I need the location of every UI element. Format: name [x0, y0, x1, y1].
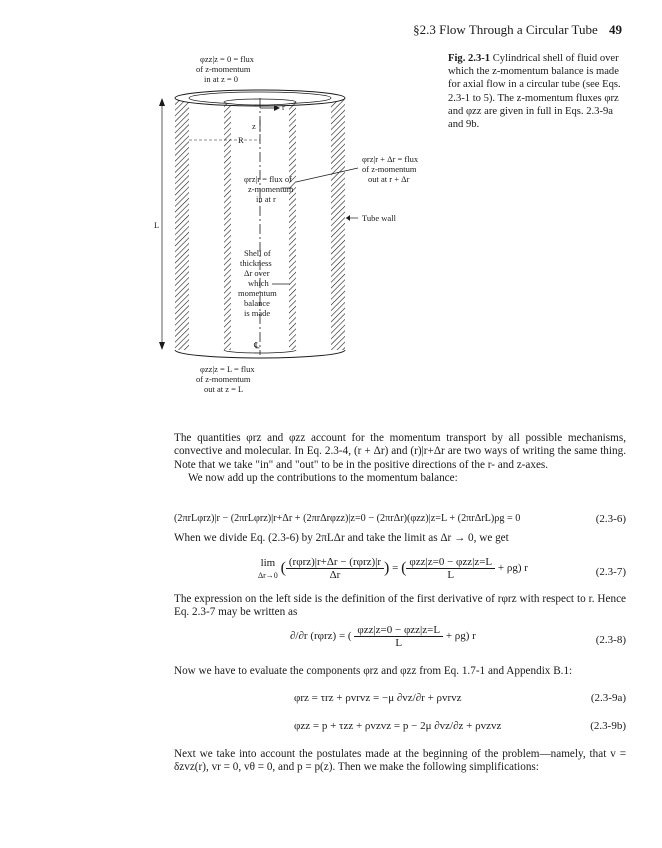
flux-r-label-1: φrz|r = flux of	[244, 174, 292, 184]
paragraph-4: The expression on the left side is the definition of the first derivative of rφrz with respect to r. Hence Eq. 2.3-7 may be written as	[174, 593, 626, 619]
shell-label-4: which	[248, 278, 269, 288]
section-title: Flow Through a Circular Tube	[439, 22, 598, 37]
shell-label-6: balance	[244, 298, 270, 308]
eq7-lim-sub: Δr→0	[258, 570, 278, 580]
flux-in-top-label-1: φzz|z = 0 = flux	[200, 54, 254, 64]
flux-r-label-2: z-momentum	[248, 184, 294, 194]
equation-number-9b: (2.3-9b)	[590, 720, 626, 732]
paragraph-3: When we divide Eq. (2.3-6) by 2πLΔr and take the limit as Δr → 0, we get	[174, 532, 509, 544]
shell-right	[289, 102, 296, 350]
eq8-denominator: L	[395, 637, 403, 649]
shell-label-3: Δr over	[244, 268, 270, 278]
flux-rdr-label-3: out at r + Δr	[368, 174, 410, 184]
running-head	[0, 22, 622, 38]
flux-out-label-2: of z-momentum	[196, 374, 251, 384]
equation-2-3-9a: φrz = τrz + ρvrvz = −μ ∂vz/∂r + ρvrvz	[294, 692, 462, 704]
page-number: 49	[609, 22, 622, 37]
shell-label-1: Shell of	[244, 248, 271, 258]
paragraph-2: We now add up the contributions to the momentum balance:	[188, 472, 458, 485]
eq7-right-denominator: L	[447, 569, 455, 581]
flux-in-top-label-2: of z-momentum	[196, 64, 251, 74]
radius-label: R	[238, 135, 244, 145]
tube-wall-right	[331, 98, 345, 350]
equation-2-3-9b: φzz = p + τzz + ρvzvz = p − 2μ ∂vz/∂z + ρvzvz	[294, 720, 502, 732]
flux-out-label-1: φzz|z = L = flux	[200, 364, 255, 374]
equation-number-8: (2.3-8)	[595, 634, 626, 646]
flux-rdr-label-1: φrz|r + Δr = flux	[362, 154, 419, 164]
shell-label-2: thickness	[240, 258, 272, 268]
shell-label-7: is made	[244, 308, 271, 318]
paragraph-6: Next we take into account the postulates made at the beginning of the problem—namely, that v = δzvz(r), vr = 0, vθ = 0, and p = p(z). Then we make the following simplifications:	[174, 748, 626, 774]
eq7-lim: lim	[260, 556, 276, 569]
eq7-tail: + ρg) r	[497, 562, 528, 575]
flux-r-label-3: in at r	[256, 194, 276, 204]
figure-caption	[448, 52, 628, 131]
eq8-tail: + ρg) r	[445, 630, 476, 643]
paragraph-5: Now we have to evaluate the components φrz and φzz from Eq. 1.7-1 and Appendix B.1:	[174, 665, 573, 677]
eq7-denominator: Δr	[329, 569, 341, 581]
paragraph-1: The quantities φrz and φzz account for the momentum transport by all possible mechanisms, convective and molecular. In Eq. 2.3-4, (r + Δr) and (r)|r+Δr are two ways of writing the same thing. Note that we take "in" and "out" to be in the positive directions of the r- and z-axes.	[174, 432, 626, 471]
caption-text: Cylindrical shell of fluid over which the z-momentum balance is made for axial flow in a circular tube (see Eqs. 2.3-1 to 5). The z-momentum fluxes φrz and φzz are given in full in Eqs. 2.3-9a and 9b.	[448, 53, 621, 131]
equation-2-3-7: lim Δr→0 ( $\frac{\text{(rφrz)|r+Δr − (rφrz)|r}}{\Delta r}$ ) = ( $\frac{\text{φzz|z=0 − φzz|z=L}}{L}$ + ρg) r	[258, 556, 528, 581]
tube-wall-left	[175, 98, 189, 350]
length-label: L	[154, 220, 160, 230]
equation-number-9a: (2.3-9a)	[590, 692, 626, 704]
shell-left	[224, 102, 231, 350]
eq8-left: ∂/∂r (rφrz) = (	[290, 630, 352, 643]
r-axis-label: r	[282, 102, 285, 112]
eq7-numerator: (rφrz)|r+Δr − (rφrz)|r	[286, 556, 384, 569]
equation-2-3-8	[290, 624, 476, 649]
section-number: §2.3	[413, 22, 436, 37]
centerline-label: ℄	[254, 340, 260, 350]
eq7-right-numerator: φzz|z=0 − φzz|z=L	[406, 556, 495, 569]
cylindrical-shell-figure	[150, 50, 430, 410]
eq8-numerator: φzz|z=0 − φzz|z=L	[354, 624, 443, 637]
z-axis-label: z	[252, 121, 256, 131]
flux-rdr-label-2: of z-momentum	[362, 164, 417, 174]
equation-2-3-6: (2πrLφrz)|r − (2πrLφrz)|r+Δr + (2πrΔrφzz)|z=0 − (2πrΔr)(φzz)|z=L + (2πrΔrL)ρg = 0	[174, 513, 521, 524]
body-text	[174, 432, 626, 486]
equation-number-7: (2.3-7)	[595, 566, 626, 578]
tube-wall-label: Tube wall	[362, 213, 396, 223]
flux-out-label-3: out at z = L	[204, 384, 244, 394]
equation-number-6: (2.3-6)	[595, 513, 626, 525]
caption-label: Fig. 2.3-1	[448, 53, 491, 64]
shell-label-5: momentum	[238, 288, 277, 298]
flux-in-top-label-3: in at z = 0	[204, 74, 239, 84]
